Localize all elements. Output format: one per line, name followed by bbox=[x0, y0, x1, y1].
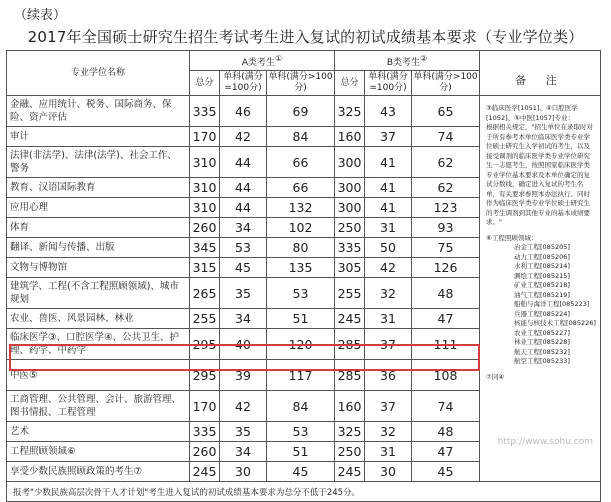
major-name: 教育、汉语国际教育 bbox=[7, 178, 190, 198]
header-b-single2: 单科(满分>100分) bbox=[412, 71, 480, 96]
continued-label: （续表） bbox=[14, 8, 67, 23]
a-single1: 35 bbox=[220, 422, 267, 442]
b-total: 245 bbox=[335, 309, 365, 329]
page-title: 2017年全国硕士研究生招生考试考生进入复试的初试成绩基本要求（专业学位类） bbox=[27, 28, 584, 46]
remarks-block-engineering: ⑥工程照顾领域： 冶金工程[085205] 动力工程[085206] 水利工程[085214] 测绘工程[085215] 矿业工程[085218] 油气工程[085219] 船舶与海洋工程[085223] 兵器工程[085224] 核能与核技术工程[085226] 农业工程[085227] 林业工程[085228] 航天工程[085232] 航空工程[085233] bbox=[486, 233, 596, 365]
header-a-group: A类考生① bbox=[190, 51, 335, 71]
header-remarks: 备 注 bbox=[480, 51, 601, 96]
b-total: 255 bbox=[335, 278, 365, 309]
a-total: 170 bbox=[190, 127, 220, 147]
b-single2: 111 bbox=[412, 329, 480, 360]
major-name: 临床医学③、口腔医学④、公共卫生、护理、药学、中药学 bbox=[7, 329, 190, 360]
b-single2: 126 bbox=[412, 258, 480, 278]
a-total: 245 bbox=[190, 462, 220, 482]
a-single2: 117 bbox=[267, 360, 335, 391]
b-single2: 123 bbox=[412, 198, 480, 218]
header-a-single1: 单科(满分=100分) bbox=[220, 71, 267, 96]
header-major: 专业学位名称 bbox=[7, 51, 190, 96]
b-total: 300 bbox=[335, 178, 365, 198]
a-single2: 102 bbox=[267, 218, 335, 238]
a-single2: 53 bbox=[267, 422, 335, 442]
a-total: 255 bbox=[190, 309, 220, 329]
major-name: 法律(非法学)、法律(法学)、社会工作、警务 bbox=[7, 147, 190, 178]
b-total: 160 bbox=[335, 391, 365, 422]
a-single2: 66 bbox=[267, 147, 335, 178]
a-single2: 45 bbox=[267, 462, 335, 482]
header-b-single1: 单科(满分=100分) bbox=[365, 71, 412, 96]
b-single1: 31 bbox=[365, 218, 412, 238]
a-total: 295 bbox=[190, 360, 220, 391]
b-single2: 45 bbox=[412, 462, 480, 482]
b-single2: 48 bbox=[412, 422, 480, 442]
a-single2: 53 bbox=[267, 278, 335, 309]
major-name: 享受少数民族照顾政策的考生⑦ bbox=[7, 462, 190, 482]
header-a-total: 总分 bbox=[190, 71, 220, 96]
b-single1: 37 bbox=[365, 329, 412, 360]
major-name: 工程照顾领域⑥ bbox=[7, 442, 190, 462]
b-single1: 41 bbox=[365, 178, 412, 198]
b-total: 245 bbox=[335, 462, 365, 482]
remarks-cell bbox=[480, 96, 601, 482]
header-b-total: 总分 bbox=[335, 71, 365, 96]
major-name: 翻译、新闻与传播、出版 bbox=[7, 238, 190, 258]
a-total: 310 bbox=[190, 198, 220, 218]
b-single1: 30 bbox=[365, 462, 412, 482]
a-single2: 69 bbox=[267, 96, 335, 127]
watermark: http://www.sohu.com bbox=[497, 437, 593, 447]
major-name: 应用心理 bbox=[7, 198, 190, 218]
b-single1: 37 bbox=[365, 391, 412, 422]
b-total: 305 bbox=[335, 258, 365, 278]
a-single1: 35 bbox=[220, 278, 267, 309]
a-single1: 42 bbox=[220, 127, 267, 147]
a-single2: 120 bbox=[267, 329, 335, 360]
a-total: 310 bbox=[190, 147, 220, 178]
footnote: 报考"少数民族高层次骨干人才计划"考生进入复试的初试成绩基本要求为总分不低于245分。 bbox=[7, 482, 601, 502]
b-single1: 41 bbox=[365, 198, 412, 218]
major-name: 建筑学、工程(不含工程照顾领域)、城市规划 bbox=[7, 278, 190, 309]
b-single2: 48 bbox=[412, 278, 480, 309]
b-single2: 47 bbox=[412, 442, 480, 462]
major-name: 工商管理、公共管理、会计、旅游管理、图书情报、工程管理 bbox=[7, 391, 190, 422]
b-single1: 32 bbox=[365, 422, 412, 442]
b-single2: 108 bbox=[412, 360, 480, 391]
b-total: 300 bbox=[335, 147, 365, 178]
a-single1: 34 bbox=[220, 218, 267, 238]
a-single2: 135 bbox=[267, 258, 335, 278]
major-name: 中医⑤ bbox=[7, 360, 190, 391]
b-total: 335 bbox=[335, 238, 365, 258]
a-total: 310 bbox=[190, 178, 220, 198]
b-single1: 31 bbox=[365, 309, 412, 329]
b-single1: 43 bbox=[365, 96, 412, 127]
a-total: 260 bbox=[190, 218, 220, 238]
a-single2: 132 bbox=[267, 198, 335, 218]
major-name: 金融、应用统计、税务、国际商务、保险、资产评估 bbox=[7, 96, 190, 127]
b-single2: 65 bbox=[412, 96, 480, 127]
major-name: 体育 bbox=[7, 218, 190, 238]
a-single2: 51 bbox=[267, 309, 335, 329]
b-total: 325 bbox=[335, 96, 365, 127]
a-single2: 80 bbox=[267, 238, 335, 258]
b-total: 325 bbox=[335, 422, 365, 442]
a-total: 335 bbox=[190, 422, 220, 442]
a-single1: 44 bbox=[220, 198, 267, 218]
major-name: 农业、兽医、风景园林、林业 bbox=[7, 309, 190, 329]
score-table bbox=[6, 50, 601, 502]
a-single2: 66 bbox=[267, 178, 335, 198]
b-total: 250 bbox=[335, 218, 365, 238]
header-b-group: B类考生② bbox=[335, 51, 480, 71]
a-single1: 34 bbox=[220, 309, 267, 329]
b-total: 250 bbox=[335, 442, 365, 462]
a-total: 345 bbox=[190, 238, 220, 258]
a-total: 260 bbox=[190, 442, 220, 462]
header-a-single2: 单科(满分>100分) bbox=[267, 71, 335, 96]
a-single1: 44 bbox=[220, 147, 267, 178]
a-single1: 40 bbox=[220, 329, 267, 360]
a-total: 295 bbox=[190, 329, 220, 360]
a-single1: 46 bbox=[220, 96, 267, 127]
b-single1: 36 bbox=[365, 360, 412, 391]
b-single2: 47 bbox=[412, 309, 480, 329]
b-single1: 31 bbox=[365, 442, 412, 462]
b-single1: 42 bbox=[365, 258, 412, 278]
a-single1: 30 bbox=[220, 462, 267, 482]
b-total: 285 bbox=[335, 329, 365, 360]
a-single1: 44 bbox=[220, 178, 267, 198]
b-single1: 37 bbox=[365, 127, 412, 147]
a-single2: 51 bbox=[267, 442, 335, 462]
a-total: 265 bbox=[190, 278, 220, 309]
b-total: 300 bbox=[335, 198, 365, 218]
b-single1: 41 bbox=[365, 147, 412, 178]
b-single1: 50 bbox=[365, 238, 412, 258]
a-single2: 84 bbox=[267, 391, 335, 422]
a-single1: 53 bbox=[220, 238, 267, 258]
b-single2: 75 bbox=[412, 238, 480, 258]
major-name: 文物与博物馆 bbox=[7, 258, 190, 278]
a-total: 170 bbox=[190, 391, 220, 422]
a-total: 315 bbox=[190, 258, 220, 278]
remarks-block-minority: ⑦同④ bbox=[486, 372, 505, 381]
major-name: 艺术 bbox=[7, 422, 190, 442]
a-total: 335 bbox=[190, 96, 220, 127]
b-single2: 62 bbox=[412, 147, 480, 178]
b-single2: 74 bbox=[412, 391, 480, 422]
b-single2: 62 bbox=[412, 178, 480, 198]
a-single1: 45 bbox=[220, 258, 267, 278]
a-single1: 39 bbox=[220, 360, 267, 391]
a-single2: 84 bbox=[267, 127, 335, 147]
a-single1: 34 bbox=[220, 442, 267, 462]
b-single2: 74 bbox=[412, 127, 480, 147]
footnote-row bbox=[7, 482, 601, 502]
highlight-box bbox=[9, 344, 480, 371]
a-single1: 42 bbox=[220, 391, 267, 422]
remarks-block-medical: ③临床医学[1051]、④口腔医学[1052]、⑤中医[1057]专业： 根据相关规定，"招生单位在录取时对于所有参考本单位临床医学类专业学位硕士研究生入学初试的考生，以及接受调剂的临床医学类专业学位研究生一志愿考生，按照国家临床医学类专业学位基本要求及本单位确定的复试分数线，确定进入复试的考生名单，有关要求参照本办法执行。同时作为临床医学类专业学位硕士研究生的考生调剂到其他专业的基本成绩要求。" bbox=[486, 104, 594, 226]
b-single1: 32 bbox=[365, 278, 412, 309]
table-row bbox=[7, 96, 601, 127]
b-total: 285 bbox=[335, 360, 365, 391]
b-total: 160 bbox=[335, 127, 365, 147]
major-name: 审计 bbox=[7, 127, 190, 147]
b-single2: 93 bbox=[412, 218, 480, 238]
